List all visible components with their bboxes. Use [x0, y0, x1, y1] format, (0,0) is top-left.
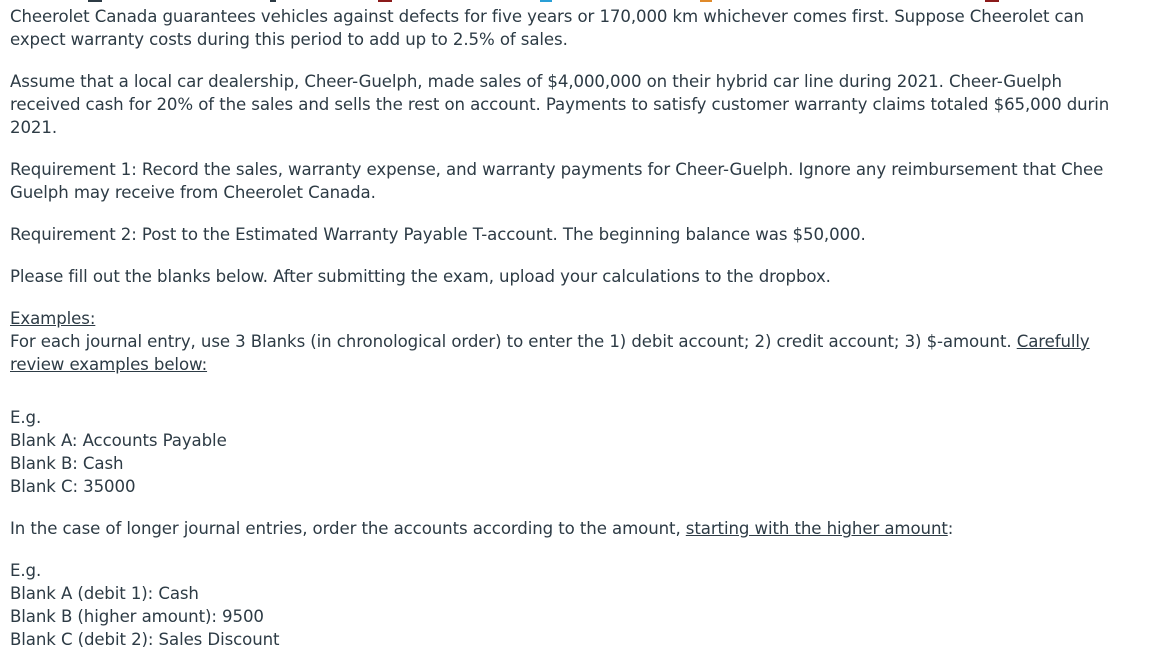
longer-entries-suffix: :: [947, 519, 954, 538]
question-body: [10, 0, 1170, 651]
intro-paragraph: [10, 5, 1170, 51]
requirement-1-line-2: Guelph may receive from Cheerolet Canada.: [10, 183, 376, 202]
examples-paragraph: [10, 307, 1170, 376]
example-1-blank-a: Blank A: Accounts Payable: [10, 431, 227, 450]
example-1-blank-c: Blank C: 35000: [10, 477, 136, 496]
instructions-paragraph: Please fill out the blanks below. After submitting the exam, upload your calculations to the dropbox.: [10, 267, 831, 286]
examples-heading: Examples:: [10, 309, 96, 328]
example-1-block: [10, 406, 1170, 498]
example-2-blank-a: Blank A (debit 1): Cash: [10, 584, 199, 603]
longer-entries-paragraph: [10, 517, 1170, 540]
example-2-eg: E.g.: [10, 561, 42, 580]
higher-amount-underlined: starting with the higher amount: [685, 519, 948, 538]
example-1-eg: E.g.: [10, 408, 42, 427]
example-2-blank-c: Blank C (debit 2): Sales Discount: [10, 630, 280, 649]
scenario-line-2: received cash for 20% of the sales and sells the rest on account. Payments to satisfy customer warranty claims totaled $65,000 durin: [10, 95, 1110, 114]
review-examples-underlined: review examples below:: [10, 355, 208, 374]
longer-entries-text: In the case of longer journal entries, order the accounts according to the amount,: [10, 519, 686, 538]
intro-line-2: expect warranty costs during this period to add up to 2.5% of sales.: [10, 30, 568, 49]
example-2-blank-b: Blank B (higher amount): 9500: [10, 607, 264, 626]
scenario-paragraph: [10, 70, 1170, 139]
examples-line-1-text: For each journal entry, use 3 Blanks (in chronological order) to enter the 1) debit account; 2) credit account; 3) $-amount.: [10, 332, 1017, 351]
requirement-2-paragraph: Requirement 2: Post to the Estimated Warranty Payable T-account. The beginning balance was $50,000.: [10, 225, 866, 244]
carefully-underlined: Carefully: [1016, 332, 1090, 351]
requirement-1-line-1: Requirement 1: Record the sales, warranty expense, and warranty payments for Cheer-Guelph. Ignore any reimbursement that Chee: [10, 160, 1104, 179]
intro-line-1: Cheerolet Canada guarantees vehicles against defects for five years or 170,000 km whichever comes first. Suppose Cheerolet can: [10, 7, 1085, 26]
scenario-line-3: 2021.: [10, 118, 58, 137]
scenario-line-1: Assume that a local car dealership, Cheer-Guelph, made sales of $4,000,000 on their hybrid car line during 2021. Cheer-Guelph: [10, 72, 1062, 91]
example-2-block: [10, 559, 1170, 651]
examples-line-1: [10, 330, 1170, 353]
example-1-blank-b: Blank B: Cash: [10, 454, 124, 473]
requirement-1-paragraph: [10, 158, 1170, 204]
